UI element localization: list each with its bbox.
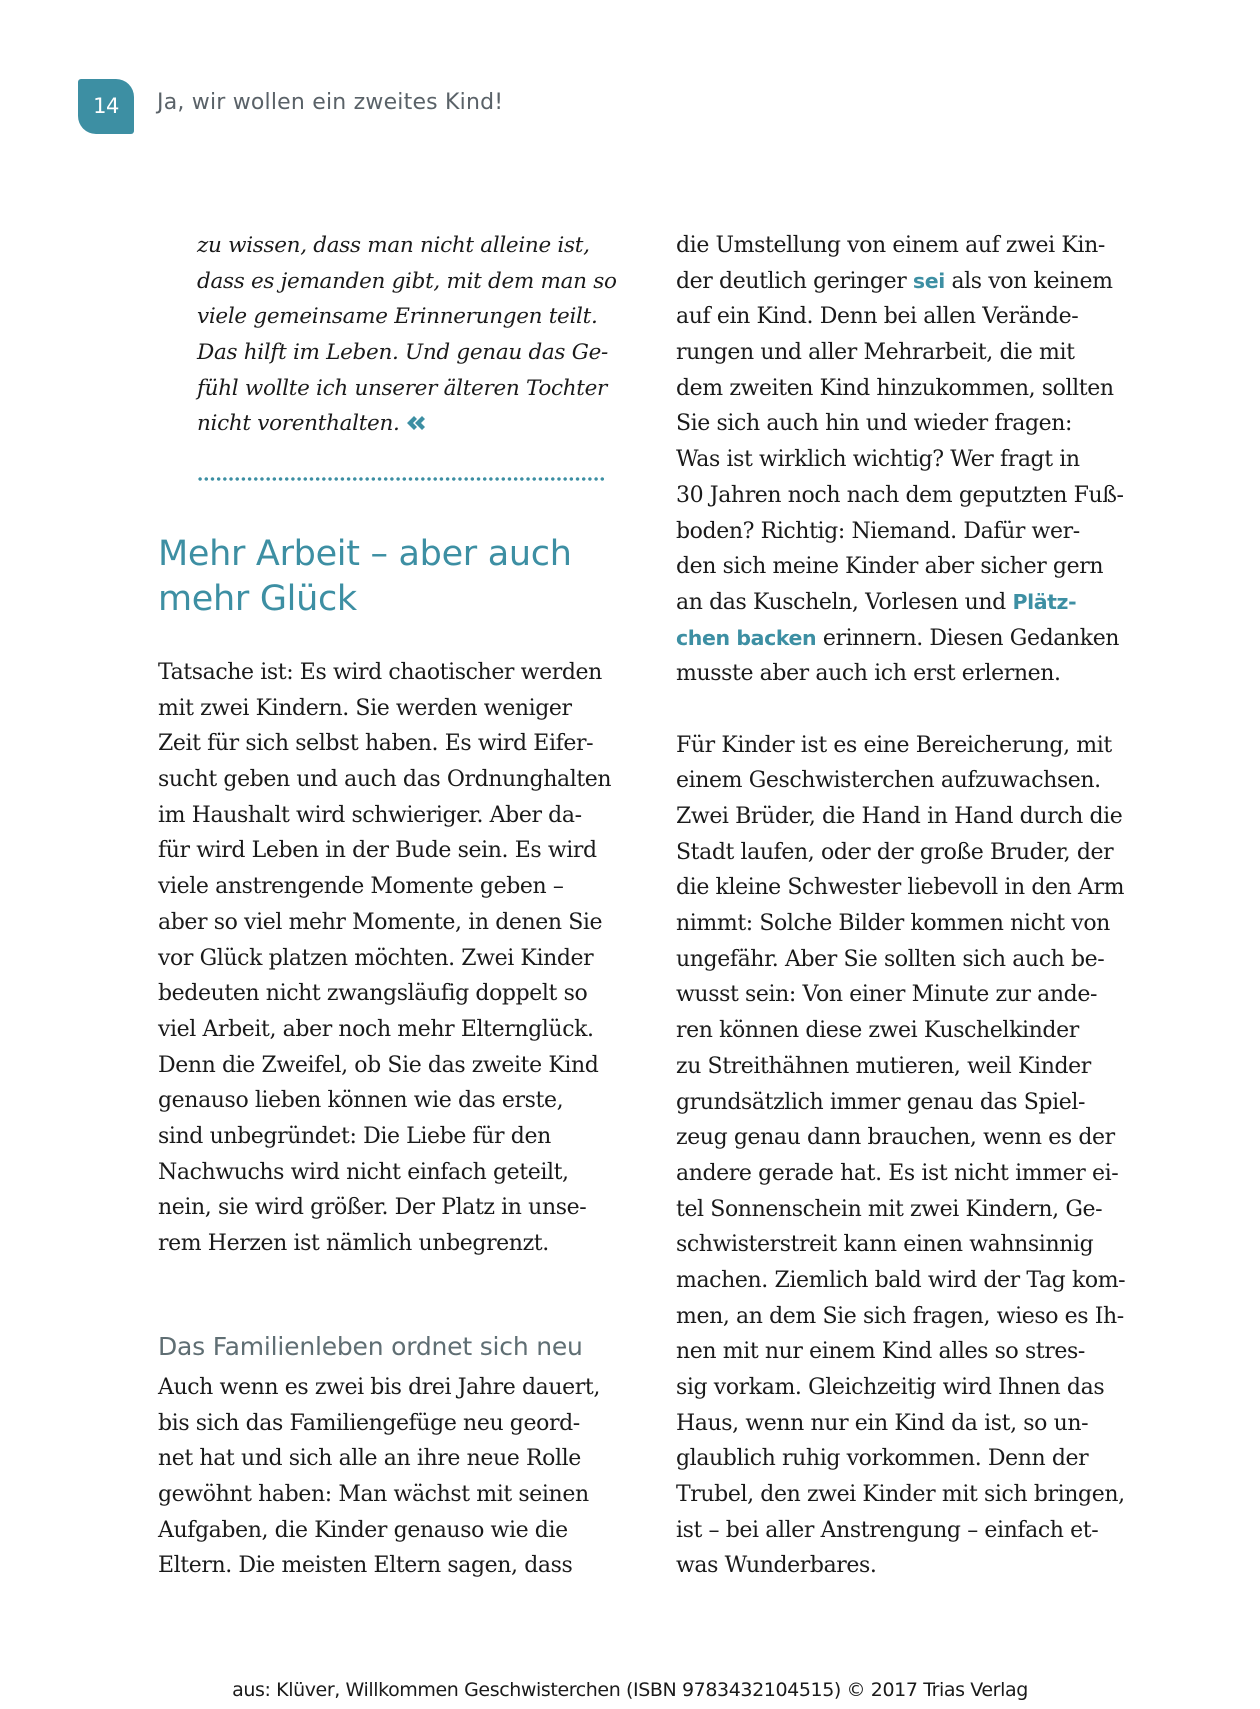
body-line: bis sich das Familiengefüge neu geord- xyxy=(158,1410,580,1436)
highlight-backen: chen backen xyxy=(676,625,817,650)
body-line: tel Sonnenschein mit zwei Kindern, Ge- xyxy=(676,1196,1103,1222)
body-line: zu Streithähnen mutieren, weil Kinder xyxy=(676,1053,1091,1079)
body-line: schwisterstreit kann einen wahnsinnig xyxy=(676,1232,1094,1258)
body-line: Denn die Zweifel, ob Sie das zweite Kind xyxy=(158,1052,599,1078)
right-column xyxy=(676,228,1156,1584)
footer-citation: aus: Klüver, Willkommen Geschwisterchen (ISBN 9783432104515) © 2017 Trias Verlag xyxy=(232,1679,1028,1701)
body-line: Tatsache ist: Es wird chaotischer werden xyxy=(158,660,602,685)
body-line: sucht geben und auch das Ordnunghalten xyxy=(158,767,612,793)
body-line: rungen und aller Mehrarbeit, die mit xyxy=(676,340,1075,366)
body-line: auf ein Kind. Denn bei allen Verände- xyxy=(676,304,1079,330)
body-line: dem zweiten Kind hinzukommen, sollten xyxy=(676,375,1114,401)
subsection-heading: Das Familienleben ordnet sich neu xyxy=(158,1332,583,1361)
page-number: 14 xyxy=(93,94,119,118)
body-line: wusst sein: Von einer Minute zur ande- xyxy=(676,982,1098,1008)
body-line: Trubel, den zwei Kinder mit sich bringen, xyxy=(676,1482,1125,1508)
paragraph-familienleben xyxy=(158,1370,618,1584)
body-line: sind unbegründet: Die Liebe für den xyxy=(158,1123,551,1149)
body-line: rem Herzen ist nämlich unbegrenzt. xyxy=(158,1231,549,1256)
body-line: Sie sich auch hin und wieder fragen: xyxy=(676,411,1073,437)
body-line: Eltern. Die meisten Eltern sagen, dass xyxy=(158,1553,573,1579)
body-line: mit zwei Kindern. Sie werden weniger xyxy=(158,695,572,721)
body-line: Aufgaben, die Kinder genauso wie die xyxy=(158,1517,568,1543)
body-line: net hat und sich alle an ihre neue Rolle xyxy=(158,1446,581,1472)
quote-last-line xyxy=(197,406,617,442)
body-line: nein, sie wird größer. Der Platz in unse- xyxy=(158,1195,587,1221)
body-line: machen. Ziemlich bald wird der Tag kom- xyxy=(676,1267,1126,1293)
text-run: an das Kuscheln, Vorlesen und xyxy=(676,589,1013,615)
body-line: zeug genau dann brauchen, wenn es der xyxy=(676,1125,1115,1151)
body-line: was Wunderbares. xyxy=(676,1553,877,1579)
body-line: bedeuten nicht zwangsläufig doppelt so xyxy=(158,981,588,1007)
body-line: im Haushalt wird schwieriger. Aber da- xyxy=(158,802,582,828)
body-line xyxy=(676,585,1156,621)
body-line: nimmt: Solche Bilder kommen nicht von xyxy=(676,911,1110,937)
paragraph-tatsache xyxy=(158,655,618,1262)
body-line: Auch wenn es zwei bis drei Jahre dauert, xyxy=(158,1375,600,1400)
quote-line: dass es jemanden gibt, mit dem man so xyxy=(197,268,617,294)
body-line: viel Arbeit, aber noch mehr Elternglück. xyxy=(158,1016,594,1042)
page-number-badge xyxy=(78,79,134,134)
body-line: die kleine Schwester liebevoll in den Arm xyxy=(676,875,1125,901)
body-line: für wird Leben in der Bude sein. Es wird xyxy=(158,838,597,864)
body-line: gewöhnt haben: Man wächst mit seinen xyxy=(158,1482,589,1508)
body-line: 30 Jahren noch nach dem geputzten Fuß- xyxy=(676,482,1124,508)
body-line: genauso lieben können wie das erste, xyxy=(158,1088,564,1114)
dotted-divider xyxy=(197,477,605,481)
body-line: einem Geschwisterchen aufzuwachsen. xyxy=(676,768,1101,794)
body-line: Für Kinder ist es eine Bereicherung, mit xyxy=(676,732,1112,758)
highlight-plaetzchen: Plätz- xyxy=(1012,589,1077,614)
body-line xyxy=(676,621,1156,657)
body-line: Zwei Brüder, die Hand in Hand durch die xyxy=(676,804,1123,829)
section-heading-line: mehr Glück xyxy=(158,579,357,619)
quote-block xyxy=(197,228,617,442)
body-line: sig vorkam. Gleichzeitig wird Ihnen das xyxy=(676,1375,1105,1400)
body-line: Nachwuchs wird nicht einfach geteilt, xyxy=(158,1159,569,1185)
body-line: Stadt laufen, oder der große Bruder, der xyxy=(676,839,1114,865)
quote-line: zu wissen, dass man nicht alleine ist, xyxy=(197,233,590,258)
quote-line: Das hilft im Leben. Und genau das Ge- xyxy=(197,340,608,366)
body-line: den sich meine Kinder aber sicher gern xyxy=(676,554,1104,580)
body-line: ist – bei aller Anstrengung – einfach et- xyxy=(676,1517,1099,1543)
body-line: die Umstellung von einem auf zwei Kin- xyxy=(676,233,1105,258)
text-run: als von keinem xyxy=(944,268,1113,294)
body-line: musste aber auch ich erst erlernen. xyxy=(676,661,1061,687)
section-heading-line: Mehr Arbeit – aber auch xyxy=(158,534,572,574)
body-line: vor Glück platzen möchten. Zwei Kinder xyxy=(158,945,594,971)
body-line: grundsätzlich immer genau das Spiel- xyxy=(676,1089,1086,1115)
paragraph-gap xyxy=(676,692,1156,728)
text-run: der deutlich geringer xyxy=(676,268,913,294)
body-line: Haus, wenn nur ein Kind da ist, so un- xyxy=(676,1410,1089,1436)
body-line: ren können diese zwei Kuschelkinder xyxy=(676,1018,1079,1044)
body-line: men, an dem Sie sich fragen, wieso es Ih- xyxy=(676,1303,1124,1329)
body-line: glaublich ruhig vorkommen. Denn der xyxy=(676,1446,1089,1472)
running-title: Ja, wir wollen ein zweites Kind! xyxy=(157,90,504,115)
text-run: erinnern. Diesen Gedanken xyxy=(816,625,1120,651)
quote-line-text: nicht vorenthalten. xyxy=(197,411,400,437)
quote-line: viele gemeinsame Erinnerungen teilt. xyxy=(197,304,598,330)
section-heading xyxy=(158,532,572,622)
body-line: ungefähr. Aber Sie sollten sich auch be- xyxy=(676,946,1105,972)
body-line: Zeit für sich selbst haben. Es wird Eifer- xyxy=(158,731,594,757)
body-line: nen mit nur einem Kind alles so stres- xyxy=(676,1339,1085,1365)
body-line xyxy=(676,264,1156,300)
double-chevron-left-icon xyxy=(404,414,428,432)
body-line: aber so viel mehr Momente, in denen Sie xyxy=(158,909,603,935)
quote-line: fühl wollte ich unserer älteren Tochter xyxy=(197,375,608,401)
body-line: viele anstrengende Momente geben – xyxy=(158,874,564,900)
body-line: Was ist wirklich wichtig? Wer fragt in xyxy=(676,447,1080,473)
body-line: andere gerade hat. Es ist nicht immer ei- xyxy=(676,1160,1119,1186)
body-line: boden? Richtig: Niemand. Dafür wer- xyxy=(676,518,1080,544)
highlight-sei: sei xyxy=(912,268,945,293)
